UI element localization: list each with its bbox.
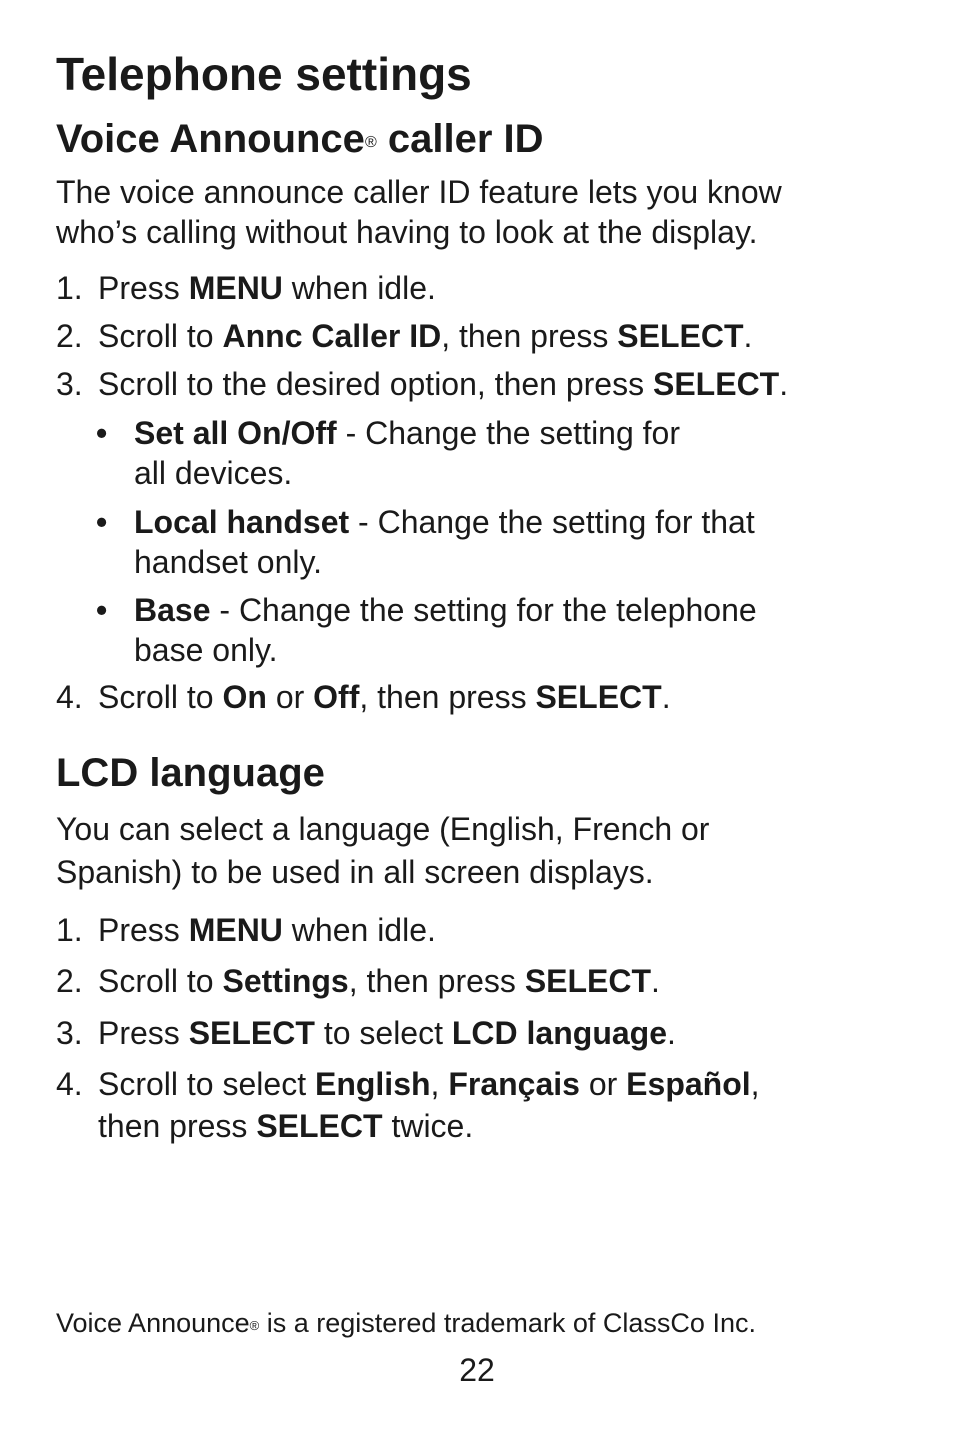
intro-line: The voice announce caller ID feature lets you know — [56, 174, 782, 210]
bullet-dot: • — [96, 415, 108, 451]
bullet-text: Set all On/Off - Change the setting for — [134, 415, 680, 451]
step-text: Press SELECT to select LCD language. — [98, 1015, 676, 1051]
section2-intro — [56, 808, 709, 894]
step-number: 3. — [56, 366, 83, 402]
step-text: Press MENU when idle. — [98, 270, 436, 306]
heading-text-b: caller ID — [376, 117, 544, 161]
bullet-text: Local handset - Change the setting for that — [134, 504, 755, 540]
step-text: Scroll to the desired option, then press SELECT. — [98, 366, 789, 402]
step-item — [56, 677, 671, 717]
step-text: Press MENU when idle. — [98, 912, 436, 948]
step-text: Scroll to On or Off, then press SELECT. — [98, 679, 671, 715]
step-number: 2. — [56, 963, 83, 999]
bullet-text-cont: handset only. — [134, 544, 322, 580]
bullet-text-cont: base only. — [134, 632, 278, 668]
step-item — [56, 1064, 760, 1144]
step-number: 4. — [56, 1066, 83, 1102]
step-number: 2. — [56, 318, 83, 354]
bullet-dot: • — [96, 504, 108, 540]
bullet-dot: • — [96, 592, 108, 628]
registered-mark: ® — [364, 134, 377, 151]
step-item — [56, 961, 660, 1001]
page-number: 22 — [459, 1352, 495, 1388]
intro-line: You can select a language (English, French or — [56, 811, 710, 847]
section1-intro — [56, 172, 782, 252]
registered-mark: ® — [249, 1318, 260, 1333]
step-text: Scroll to select English, Français or Español, — [98, 1066, 760, 1102]
heading-text-a: Voice Announce — [56, 117, 365, 161]
step-number: 3. — [56, 1015, 83, 1051]
bullet-text-cont: all devices. — [134, 455, 293, 491]
step-item — [56, 910, 436, 950]
step-text-cont: then press SELECT twice. — [98, 1108, 474, 1144]
bullet-text: Base - Change the setting for the telephone — [134, 592, 757, 628]
intro-line: Spanish) to be used in all screen displays. — [56, 854, 654, 890]
step-text: Scroll to Annc Caller ID, then press SELECT. — [98, 318, 753, 354]
step-item — [56, 364, 789, 404]
page-title: Telephone settings — [56, 48, 472, 100]
step-number: 4. — [56, 679, 83, 715]
section-heading-lcd-language: LCD language — [56, 751, 325, 795]
step-number: 1. — [56, 912, 83, 948]
intro-line: who’s calling without having to look at the display. — [56, 214, 758, 250]
trademark-footnote: Voice Announce® is a registered trademark of ClassCo Inc. — [56, 1308, 756, 1338]
section-heading-voice-announce — [56, 116, 544, 162]
step-item — [56, 316, 753, 356]
step-item — [56, 1013, 676, 1053]
step-number: 1. — [56, 270, 83, 306]
step-text: Scroll to Settings, then press SELECT. — [98, 963, 660, 999]
step-item — [56, 268, 436, 308]
